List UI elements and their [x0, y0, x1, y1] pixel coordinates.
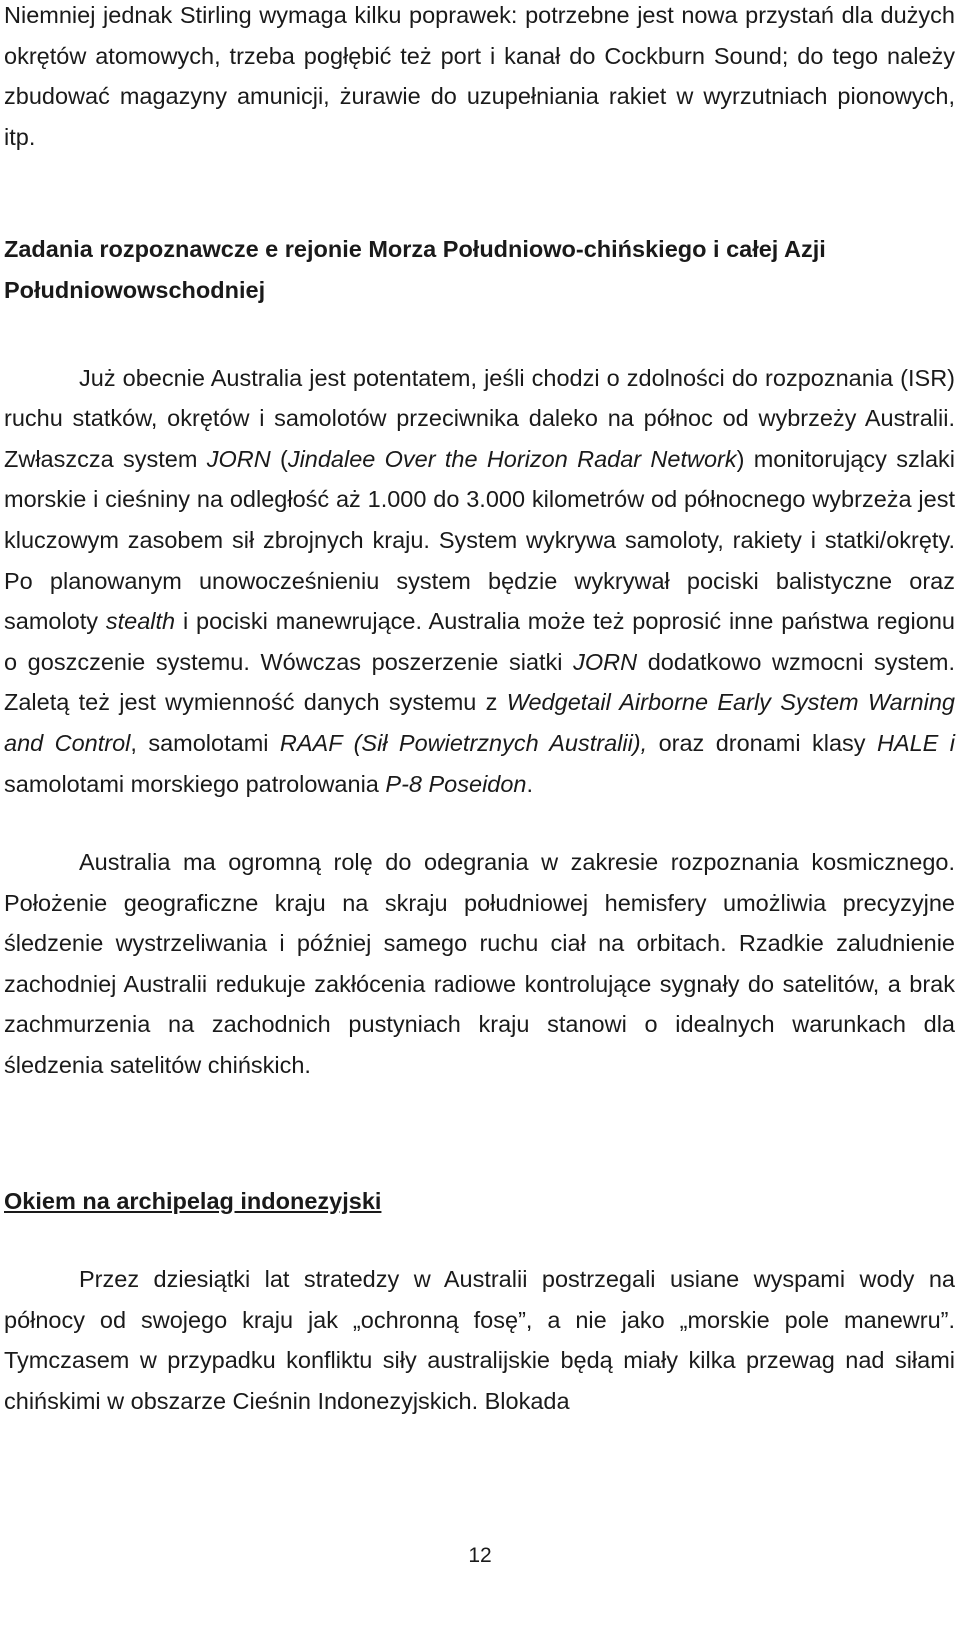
archipelago-paragraph: Przez dziesiątki lat stratedzy w Australii postrzegali usiane wyspami wody na północy od swojego kraju jak „ochronną fosę”, a nie jako „morskie pole manewru”. Tymczasem w przypadku konfliktu siły australijskie będą miały kilka przewag nad siłami chińskimi w obszarze Cieśnin Indonezyjskich. Blokada [4, 1266, 955, 1415]
text-run: Już obecnie Australia jest potentatem, jeśli chodzi o zdolności do rozpoznania (ISR) ruchu statków, okrętów i samolotów przeciwnika daleko na północ od wybrzeży Australii. Zwłaszcza system [4, 364, 955, 472]
text-run: samolotami morskiego patrolowania [4, 770, 386, 797]
text-run: . [526, 770, 534, 797]
italic-jorn: JORN [573, 648, 638, 675]
italic-p8-poseidon: P-8 Poseidon [385, 770, 527, 797]
intro-paragraph: Niemniej jednak Stirling wymaga kilku poprawek: potrzebne jest nowa przystań dla dużych okrętów atomowych, trzeba pogłębić też port i kanał do Cockburn Sound; do tego należy zbudować magazyny amunicji, żurawie do uzupełniania rakiet w wyrzutniach pionowych, itp. [4, 2, 955, 150]
text-run: i pociski manewrujące. Australia może też poprosić inne państwa regionu o goszczenie systemu. Wówczas poszerzenie siatki [4, 608, 955, 675]
italic-jorn-full-name: Jindalee Over the Horizon Radar Network [287, 445, 737, 472]
text-run: oraz dronami klasy [647, 729, 877, 756]
italic-raaf: RAAF (Sił Powietrznych Australii), [279, 729, 648, 756]
italic-hale: HALE i [876, 729, 955, 756]
document-page [4, 0, 955, 1422]
isr-paragraph [4, 358, 955, 805]
text-run: ( [270, 445, 288, 472]
text-run: , samolotami [130, 729, 280, 756]
italic-stealth: stealth [105, 608, 176, 635]
page-number: 12 [468, 1544, 492, 1567]
text-run: ) monitorujący szlaki morskie i cieśniny na odległość aż 1.000 do 3.000 kilometrów od północnego wybrzeża jest kluczowym zasobem sił zbrojnych kraju. System wykrywa samoloty, rakiety i statki/okręty. Po planowanym unowocześnieniu system będzie wykrywał pociski balistyczne oraz samoloty [4, 445, 955, 635]
text-run: dodatkowo wzmocni system. Zaletą też jest wymienność danych systemu z [4, 648, 955, 716]
italic-jorn: JORN [206, 445, 271, 472]
section-heading-okiem: Okiem na archipelag indonezyjski [4, 1187, 382, 1214]
section-heading-zadania: Zadania rozpoznawcze e rejonie Morza Południowo-chińskiego i całej Azji Południowowschodniej [4, 236, 826, 303]
space-recon-paragraph: Australia ma ogromną rolę do odegrania w zakresie rozpoznania kosmicznego. Położenie geograficzne kraju na skraju południowej hemisfery umożliwia precyzyjne śledzenie wystrzeliwania i później samego ruchu ciał na orbitach. Rzadkie zaludnienie zachodniej Australii redukuje zakłócenia radiowe kontrolujące sygnały do satelitów, a brak zachmurzenia na zachodnich pustyniach kraju stanowi o idealnych warunkach dla śledzenia satelitów chińskich. [4, 849, 955, 1079]
italic-wedgetail: Wedgetail Airborne Early System Warning and Control [4, 689, 955, 756]
